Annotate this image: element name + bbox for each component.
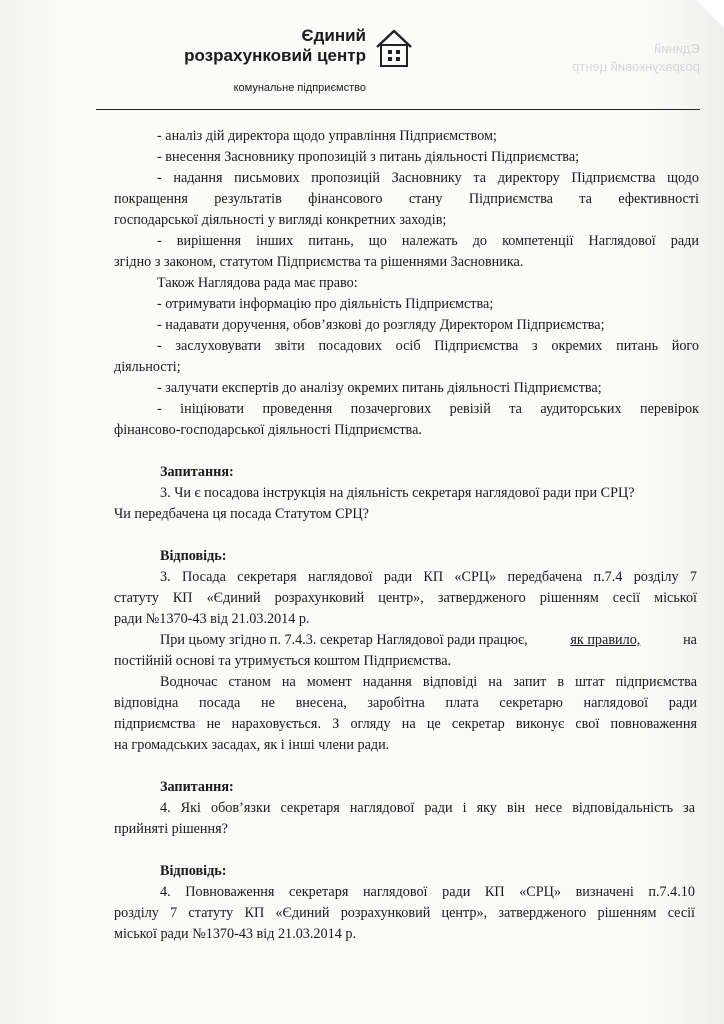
bleed-through-text: Єдиний розрахунковий центр <box>572 41 700 74</box>
organization-name <box>146 26 366 66</box>
text-line: - надавати доручення, обов’язкові до розгляду Директором Підприємства; <box>157 317 605 333</box>
text-line: - ініціювати проведення позачергових ревізій та аудиторських перевірок <box>157 401 699 417</box>
text-line: - внесення Засновнику пропозицій з питань діяльності Підприємства; <box>157 149 580 165</box>
answer-text: ради №1370-43 від 21.03.2014 р. <box>114 611 310 627</box>
house-logo-icon <box>374 27 414 69</box>
answer-text: на громадських засадах, як і інші члени ради. <box>114 737 390 753</box>
answer-text: Водночас станом на момент надання відповіді на запит в штат підприємства <box>160 674 697 690</box>
answer-text: розділу 7 статуту КП «Єдиний розрахунковий центр», затвердженого рішенням сесії <box>114 905 695 921</box>
text-line: - отримувати інформацію про діяльність Підприємства; <box>157 296 494 312</box>
answer-text: постійній основі та утримується коштом Підприємства. <box>114 653 452 669</box>
answer-heading: Відповідь: <box>160 548 227 564</box>
text-line: - вирішення інших питань, що належать до компетенції Наглядової ради <box>157 233 699 249</box>
text-line: фінансово-господарської діяльності Підприємства. <box>114 422 422 438</box>
answer-text: При цьому згідно п. 7.4.3. секретар Наглядової ради працює, <box>160 632 528 648</box>
question-heading: Запитання: <box>160 779 234 795</box>
text-line: покращення результатів фінансового стану Підприємства та ефективності <box>114 191 699 207</box>
header-divider <box>96 109 700 110</box>
text-line: - аналіз дій директора щодо управління Підприємством; <box>157 128 497 144</box>
question-text: прийняті рішення? <box>114 821 228 837</box>
text-line: згідно з законом, статутом Підприємства та рішеннями Засновника. <box>114 254 524 270</box>
answer-text: 4. Повноваження секретаря наглядової ради КП «СРЦ» визначені п.7.4.10 <box>160 884 695 900</box>
answer-text: на <box>683 632 697 648</box>
question-text: 3. Чи є посадова інструкція на діяльність секретаря наглядової ради при СРЦ? <box>160 485 635 501</box>
text-line: - надання письмових пропозицій Засновнику та директору Підприємства щодо <box>157 170 699 186</box>
underlined-phrase: як правило, <box>570 632 641 648</box>
text-line: господарської діяльності у вигляді конкретних заходів; <box>114 212 447 228</box>
organization-type: комунальне підприємство <box>233 82 366 94</box>
answer-text: статуту КП «Єдиний розрахунковий центр», затвердженого рішенням сесії міської <box>114 590 697 606</box>
text-line: - залучати експертів до аналізу окремих питань діяльності Підприємства; <box>157 380 602 396</box>
organization-name-line1: Єдиний <box>301 26 366 45</box>
organization-name-line2: розрахунковий центр <box>184 46 366 65</box>
answer-text: підприємства не нараховується. З огляду на це секретар виконує свої повноваження <box>114 716 697 732</box>
text-line: діяльності; <box>114 359 181 375</box>
answer-text: міської ради №1370-43 від 21.03.2014 р. <box>114 926 356 942</box>
text-line: - заслуховувати звіти посадових осіб Підприємства з окремих питань його <box>157 338 699 354</box>
question-heading: Запитання: <box>160 464 234 480</box>
folded-corner <box>696 0 724 28</box>
answer-paragraph-line <box>160 631 697 649</box>
question-text: Чи передбачена ця посада Статутом СРЦ? <box>114 506 369 522</box>
answer-text: відповідна посада не внесена, заробітна плата секретарю наглядової ради <box>114 695 697 711</box>
answer-heading: Відповідь: <box>160 863 227 879</box>
answer-text: 3. Посада секретаря наглядової ради КП «СРЦ» передбачена п.7.4 розділу 7 <box>160 569 697 585</box>
question-text: 4. Які обов’язки секретаря наглядової ради і яку він несе відповідальність за <box>160 800 695 816</box>
text-line: Також Наглядова рада має право: <box>157 275 358 291</box>
